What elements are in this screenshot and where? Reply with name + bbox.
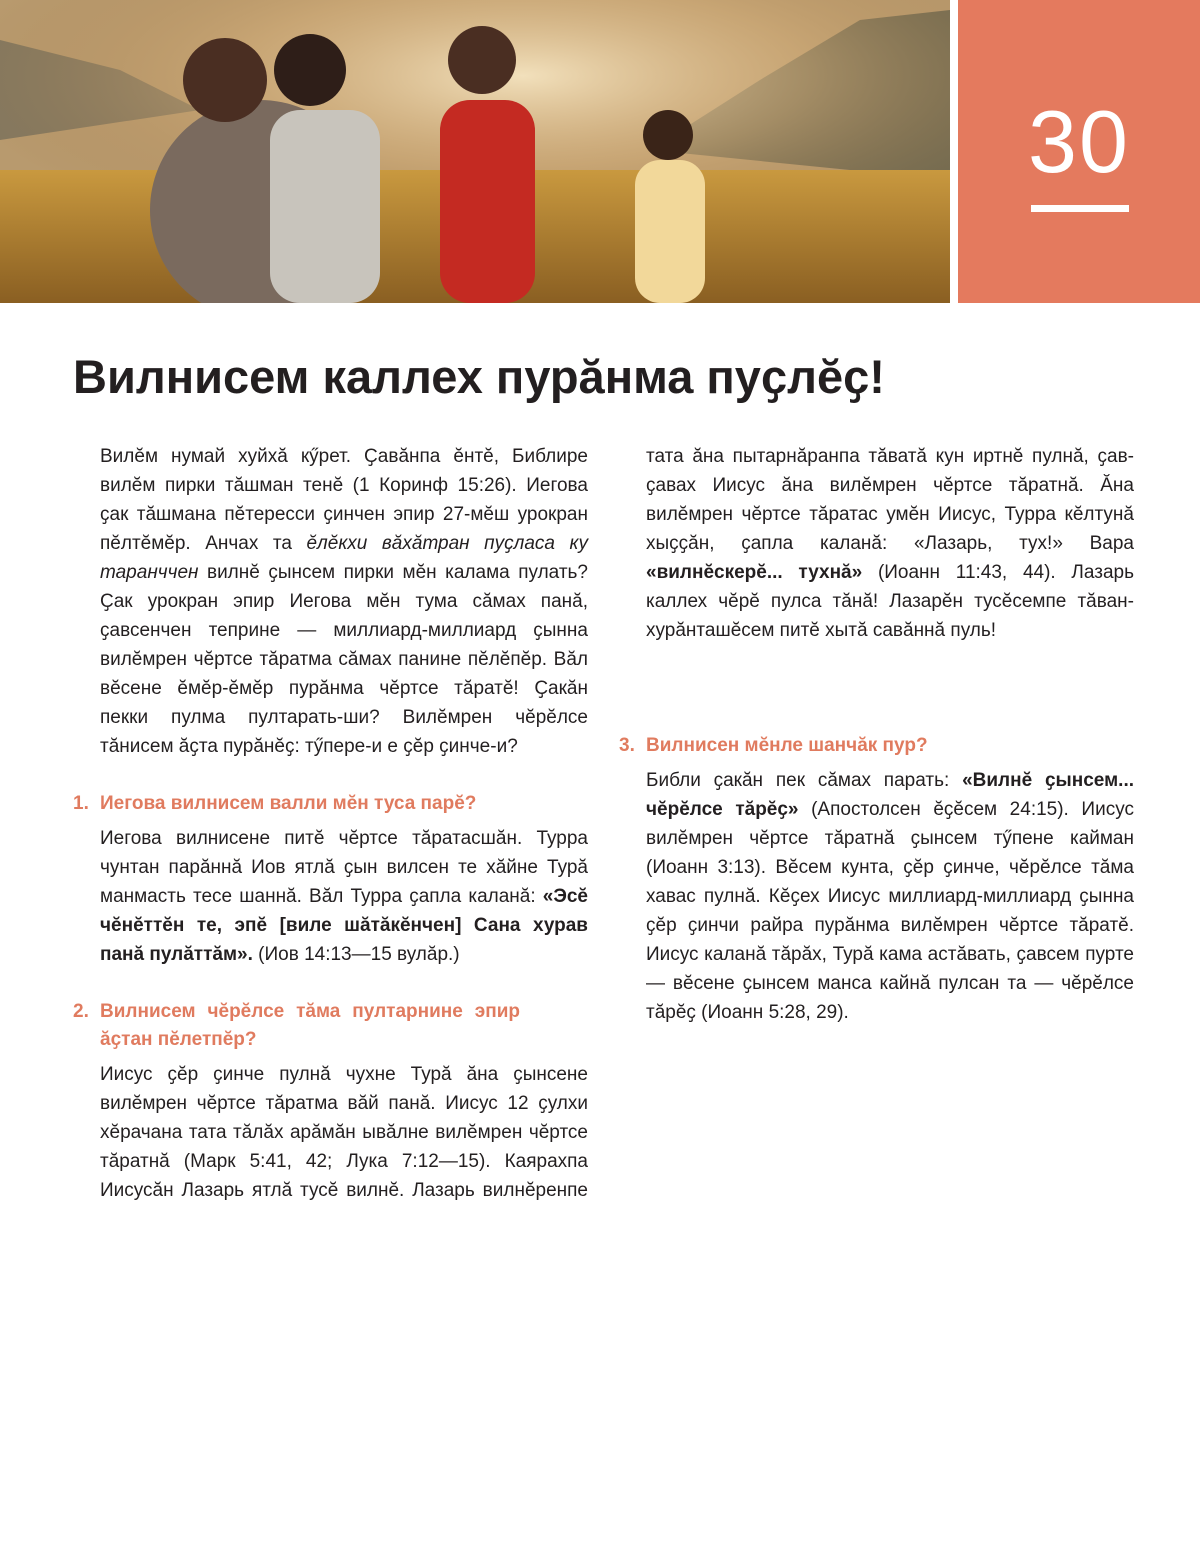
section-1-paragraph	[100, 824, 588, 969]
section-3-paragraph	[646, 766, 1134, 1027]
question-1-heading: Иегова вилнисем валли мӗн туса парӗ?	[100, 793, 477, 814]
intro-italic: ӗлӗкхи вӑхӑтран пуҫласа ку таранччен	[100, 533, 588, 583]
column-left	[73, 442, 588, 1205]
question-1-number: 1.	[73, 793, 89, 814]
intro-text-2: вилнӗ ҫынсем пирки мӗн калама пулать? Ҫак урокран эпир Иегова мӗн тума сӑмах панӑ, ҫавсенчен теприне — миллиард-миллиард ҫынна вилӗмрен чӗртсе тӑратма сӑмах панине пӗлӗпӗр. Вӑл вӗсене ӗмӗр-ӗмӗр пурӑнма чӗртсе тӑратӗ! Ҫакӑн пекки пулма пултарать-ши? Вилӗмрен чӗрӗлсе тӑнисем ӑҫта пурӑнӗҫ: тӳпере-и е ҫӗр ҫинче-и?	[100, 562, 588, 757]
section-2-paragraph	[646, 442, 1134, 645]
lesson-number: 30	[1028, 92, 1130, 191]
question-3	[619, 732, 1134, 760]
section-2-ending: (Иоанн 11:43, 44). Лазарь каллех чӗрӗ пулса тӑнӑ! Лазарӗн тусӗсемпе тӑван-хурӑнташӗсем питӗ хытӑ савӑннӑ пуль!	[646, 562, 1134, 641]
section-1-text: Иегова вилнисене питӗ чӗртсе тӑратасшӑн. Турра чунтан парӑннӑ Иов ятлӑ ҫын вилсен те хӑйне Турӑ манмасть тесе шаннӑ. Вӑл Турра ҫапла каланӑ:	[100, 828, 588, 907]
section-2-continuation	[646, 442, 1134, 703]
question-2	[73, 998, 588, 1054]
lesson-badge	[958, 0, 1200, 303]
question-3-number: 3.	[619, 735, 635, 756]
question-2-number: 2.	[73, 1001, 89, 1022]
section-3-text: Библи ҫакӑн пек сӑмах парать:	[646, 770, 963, 791]
intro-paragraph	[100, 442, 588, 761]
badge-underline	[1031, 205, 1129, 212]
section-2-paragraph-start	[100, 1060, 588, 1205]
question-1	[73, 790, 588, 818]
page-title: Вилнисем каллех пурӑнма пуҫлӗҫ!	[73, 350, 885, 403]
section-1-quote: «Эсӗ чӗнӗттӗн те, эпӗ [виле шӑтӑкӗнчен] Сана хурав панӑ пулӑттӑм».	[100, 886, 588, 965]
section-2-text-cont: тата ӑна пытарнӑранпа тӑватӑ кун иртнӗ пулнӑ, ҫав-ҫавах Иисус ӑна вилӗмрен чӗртсе тӑратнӑ. Ӑна вилӗмрен чӗртсе тӑратас умӗн Иисус, Турра кӗлтунӑ хыҫҫӑн, ҫапла каланӑ: «Лазарь, тух!» Вара	[646, 446, 1134, 554]
family-photo-illustration	[0, 0, 950, 303]
question-2-heading: Вилнисем чӗрӗлсе тӑма пултарнине эпир ӑҫтан пӗлетпӗр?	[100, 1001, 520, 1050]
column-right	[619, 442, 1135, 1027]
question-3-heading: Вилнисен мӗнле шанчӑк пур?	[646, 735, 928, 756]
hero-photo	[0, 0, 950, 303]
section-2-quote: «вилнӗскерӗ... тухнӑ»	[646, 562, 863, 583]
section-3-quote: «Вилнӗ ҫынсем... чӗрӗлсе тӑрӗҫ»	[646, 770, 1135, 820]
intro-text-1: Вилӗм нумай хуйхӑ кӳрет. Ҫавӑнпа ӗнтӗ, Библире вилӗм пирки тӑшман тенӗ (1 Коринф 15:26). Иегова ҫак тӑшмана пӗтересси ҫинчен эпир 27-мӗш урокран пӗлтӗмӗр. Анчах та	[100, 446, 588, 554]
section-3-ending: (Апостолсен ӗҫӗсем 24:15). Иисус вилӗмрен чӗртсе тӑратнӑ ҫынсем тӳпене кайман (Иоанн 3:13). Вӗсем кунта, ҫӗр ҫинче, чӗрӗлсе тӑма хавас пулнӑ. Кӗҫех Иисус миллиард-миллиард ҫынна ҫӗр ҫинчи райра пурӑнма вилӗмрен чӗртсе тӑратӗ. Иисус каланӑ тӑрӑх, Турӑ кама астӑвать, ҫавсем пурте — вӗсене ҫынсем манса кайнӑ пулсан та — чӗрӗлсе тӑрӗҫ (Иоанн 5:28, 29).	[646, 799, 1134, 1023]
section-2-text: Иисус ҫӗр ҫинче пулнӑ чухне Турӑ ӑна ҫынсене вилӗмрен чӗртсе тӑратма вӑй панӑ. Иисус 12 ҫулхи хӗрачана тата тӑлӑх арӑмӑн ывӑлне вилӗмрен чӗртсе тӑратнӑ (Марк 5:41, 42; Лука 7:12—15). Каярахпа Иисусӑн Лазарь ятлӑ тусӗ вилнӗ. Лазарь вилнӗренпе	[100, 1064, 588, 1201]
section-1-reference: (Иов 14:13—15 вулӑр.)	[252, 944, 460, 965]
